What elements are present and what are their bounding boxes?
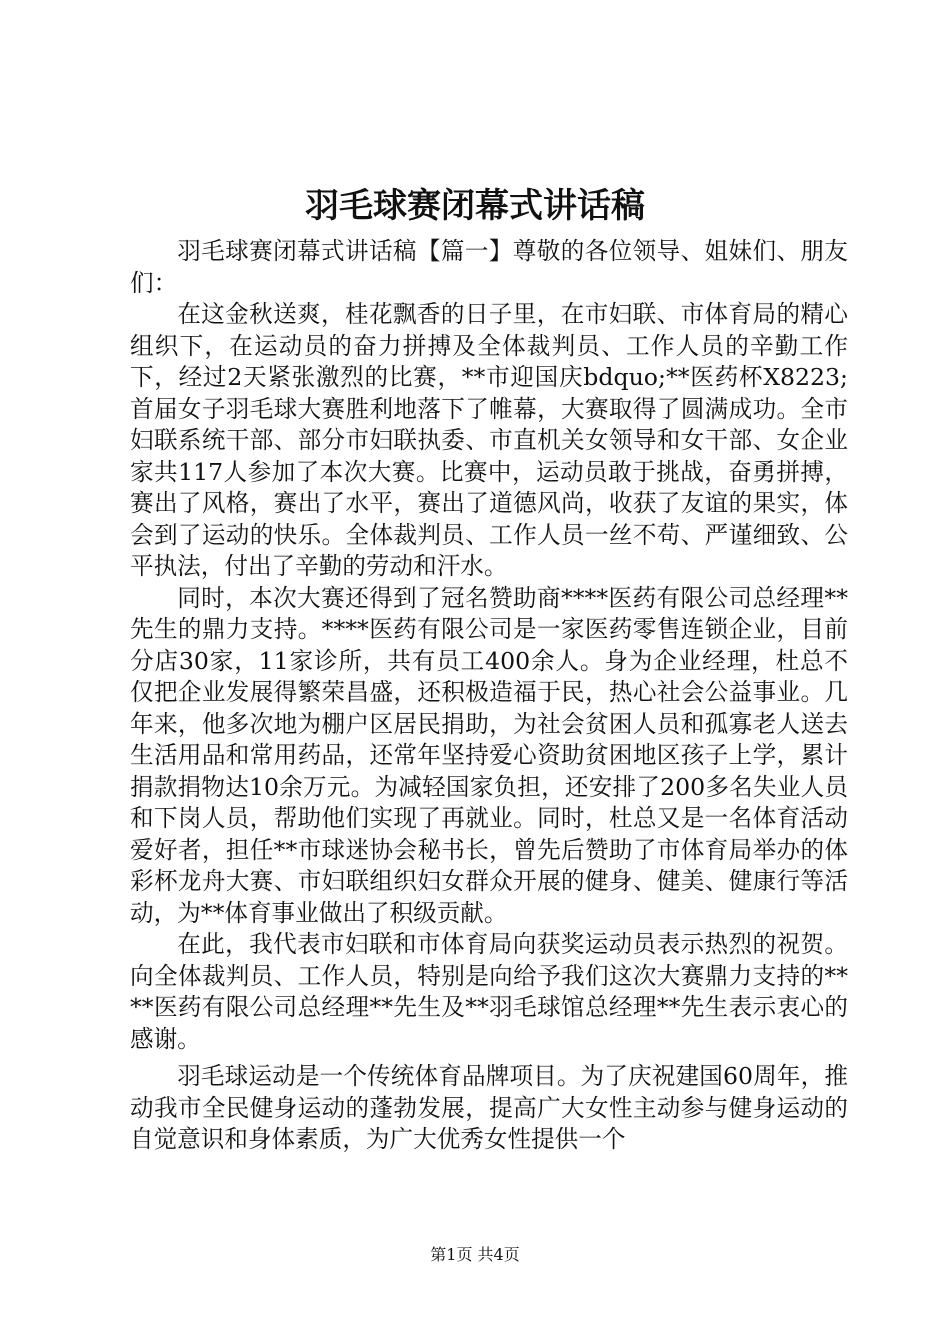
paragraph-5: 羽毛球运动是一个传统体育品牌项目。为了庆祝建国60周年，推动我市全民健身运动的蓬勃发展，提高广大女性主动参与健身运动的自觉意识和身体素质，为广大优秀女性提供一个 xyxy=(130,1062,848,1153)
paragraph-2: 在这金秋送爽，桂花飘香的日子里，在市妇联、市体育局的精心组织下，在运动员的奋力拼搏及全体裁判员、工作人员的辛勤工作下，经过2天紧张激烈的比赛，**市迎国庆bdquo;**医药杯X8223;首届女子羽毛球大赛胜利地落下了帷幕，大赛取得了圆满成功。全市妇联系统干部、部分市妇联执委、市直机关女领导和女干部、女企业家共117人参加了本次大赛。比赛中，运动员敢于挑战，奋勇拼搏，赛出了风格，赛出了水平，赛出了道德风尚，收获了友谊的果实，体会到了运动的快乐。全体裁判员、工作人员一丝不苟、严谨细致、公平执法，付出了辛勤的劳动和汗水。 xyxy=(130,300,848,580)
document-title: 羽毛球赛闭幕式讲话稿 xyxy=(305,186,645,226)
paragraph-4: 在此，我代表市妇联和市体育局向获奖运动员表示热烈的祝贺。向全体裁判员、工作人员，特别是向给予我们这次大赛鼎力支持的****医药有限公司总经理**先生及**羽毛球馆总经理**先生表示衷心的感谢。 xyxy=(130,930,848,1053)
page-number-footer: 第1页 共4页 xyxy=(430,1245,520,1264)
paragraph-1: 羽毛球赛闭幕式讲话稿【篇一】尊敬的各位领导、姐妹们、朋友们： xyxy=(130,237,848,297)
document-body xyxy=(130,236,848,1156)
paragraph-3: 同时，本次大赛还得到了冠名赞助商****医药有限公司总经理**先生的鼎力支持。****医药有限公司是一家医药零售连锁企业，目前分店30家，11家诊所，共有员工400余人。身为企业经理，杜总不仅把企业发展得繁荣昌盛，还积极造福于民，热心社会公益事业。几年来，他多次地为棚户区居民捐助，为社会贫困人员和孤寡老人送去生活用品和常用药品，还常年坚持爱心资助贫困地区孩子上学，累计捐款捐物达10余万元。为减轻国家负担，还安排了200多名失业人员和下岗人员，帮助他们实现了再就业。同时，杜总又是一名体育活动爱好者，担任**市球迷协会秘书长，曾先后赞助了市体育局举办的体彩杯龙舟大赛、市妇联组织妇女群众开展的健身、健美、健康行等活动，为**体育事业做出了积级贡献。 xyxy=(130,583,848,927)
